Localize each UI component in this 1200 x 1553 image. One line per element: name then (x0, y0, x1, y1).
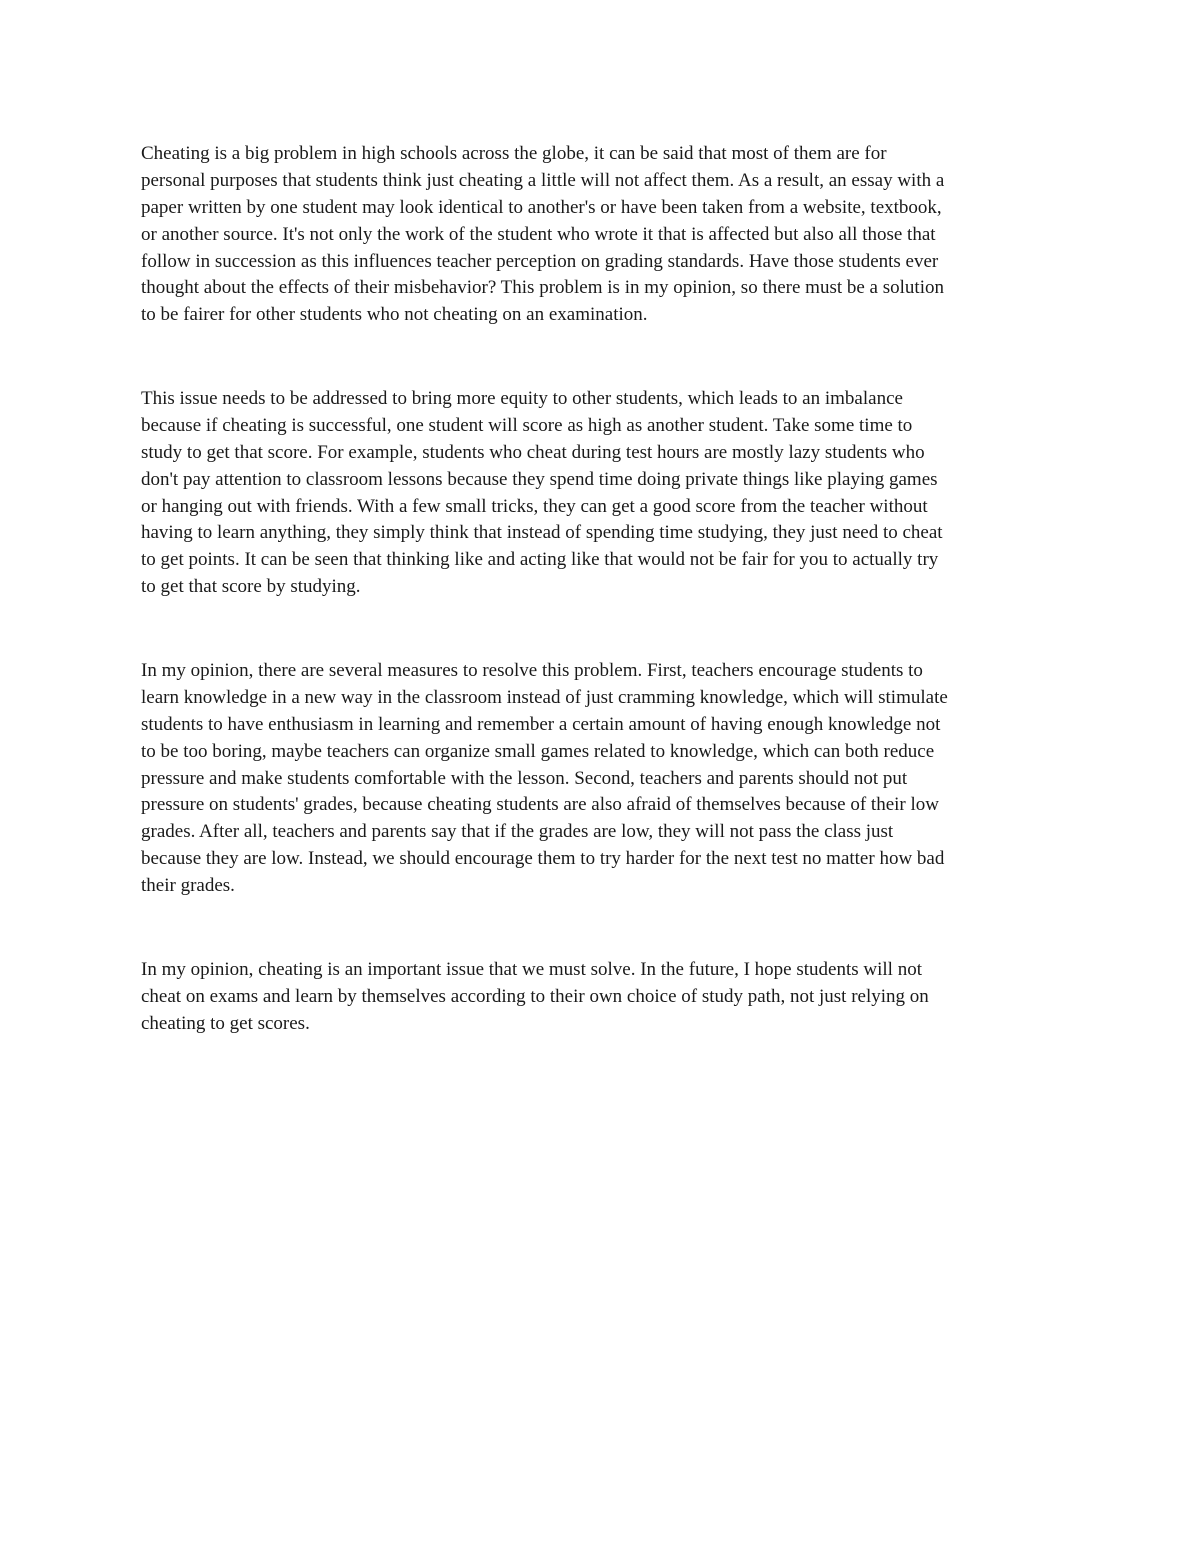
paragraph-line: to be fairer for other students who not cheating on an examination. (141, 304, 648, 326)
paragraph-line: In my opinion, cheating is an important issue that we must solve. In the future, I hope students will not (141, 959, 922, 980)
paragraph-1 (141, 141, 1061, 329)
paragraph-line: pressure and make students comfortable with the lesson. Second, teachers and parents should not put (141, 767, 908, 789)
paragraph-line: because they are low. Instead, we should encourage them to try harder for the next test no matter how bad (141, 848, 945, 870)
paragraph-line: learn knowledge in a new way in the classroom instead of just cramming knowledge, which will stimulate (141, 686, 948, 708)
paragraph-line: Cheating is a big problem in high schools across the globe, it can be said that most of them are for (141, 143, 887, 164)
paragraph-2 (141, 386, 1061, 601)
paragraph-line: because if cheating is successful, one student will score as high as another student. Take some time to (141, 414, 913, 436)
paragraph-line: pressure on students' grades, because cheating students are also afraid of themselves because of their low (141, 794, 939, 816)
paragraph-3 (141, 658, 1061, 900)
paragraph-line: cheat on exams and learn by themselves according to their own choice of study path, not just relying on (141, 985, 929, 1007)
paragraph-line: In my opinion, there are several measures to resolve this problem. First, teachers encourage students to (141, 660, 923, 681)
paragraph-line: thought about the effects of their misbehavior? This problem is in my opinion, so there must be a solution (141, 277, 944, 299)
paragraph-line: grades. After all, teachers and parents say that if the grades are low, they will not pass the class just (141, 821, 894, 843)
paragraph-4 (141, 957, 1061, 1038)
paragraph-line: their grades. (141, 875, 235, 897)
paragraph-line: personal purposes that students think just cheating a little will not affect them. As a result, an essay with a (141, 169, 945, 191)
paragraph-line: paper written by one student may look identical to another's or have been taken from a website, textbook, (141, 196, 942, 218)
paragraph-line: having to learn anything, they simply think that instead of spending time studying, they just need to cheat (141, 522, 943, 544)
paragraph-line: This issue needs to be addressed to bring more equity to other students, which leads to an imbalance (141, 388, 903, 409)
paragraph-line: cheating to get scores. (141, 1012, 310, 1034)
paragraph-line: follow in succession as this influences teacher perception on grading standards. Have those students ever (141, 250, 939, 272)
paragraph-line: to get that score by studying. (141, 576, 361, 598)
paragraph-line: to be too boring, maybe teachers can organize small games related to knowledge, which can both reduce (141, 740, 935, 762)
paragraph-line: or another source. It's not only the work of the student who wrote it that is affected but also all those that (141, 223, 936, 245)
paragraph-line: students to have enthusiasm in learning and remember a certain amount of having enough knowledge not (141, 713, 941, 735)
paragraph-line: or hanging out with friends. With a few small tricks, they can get a good score from the teacher without (141, 495, 928, 517)
paragraph-line: study to get that score. For example, students who cheat during test hours are mostly lazy students who (141, 441, 925, 463)
paragraph-line: to get points. It can be seen that thinking like and acting like that would not be fair for you to actually try (141, 549, 939, 571)
paragraph-line: don't pay attention to classroom lessons because they spend time doing private things like playing games (141, 468, 938, 490)
